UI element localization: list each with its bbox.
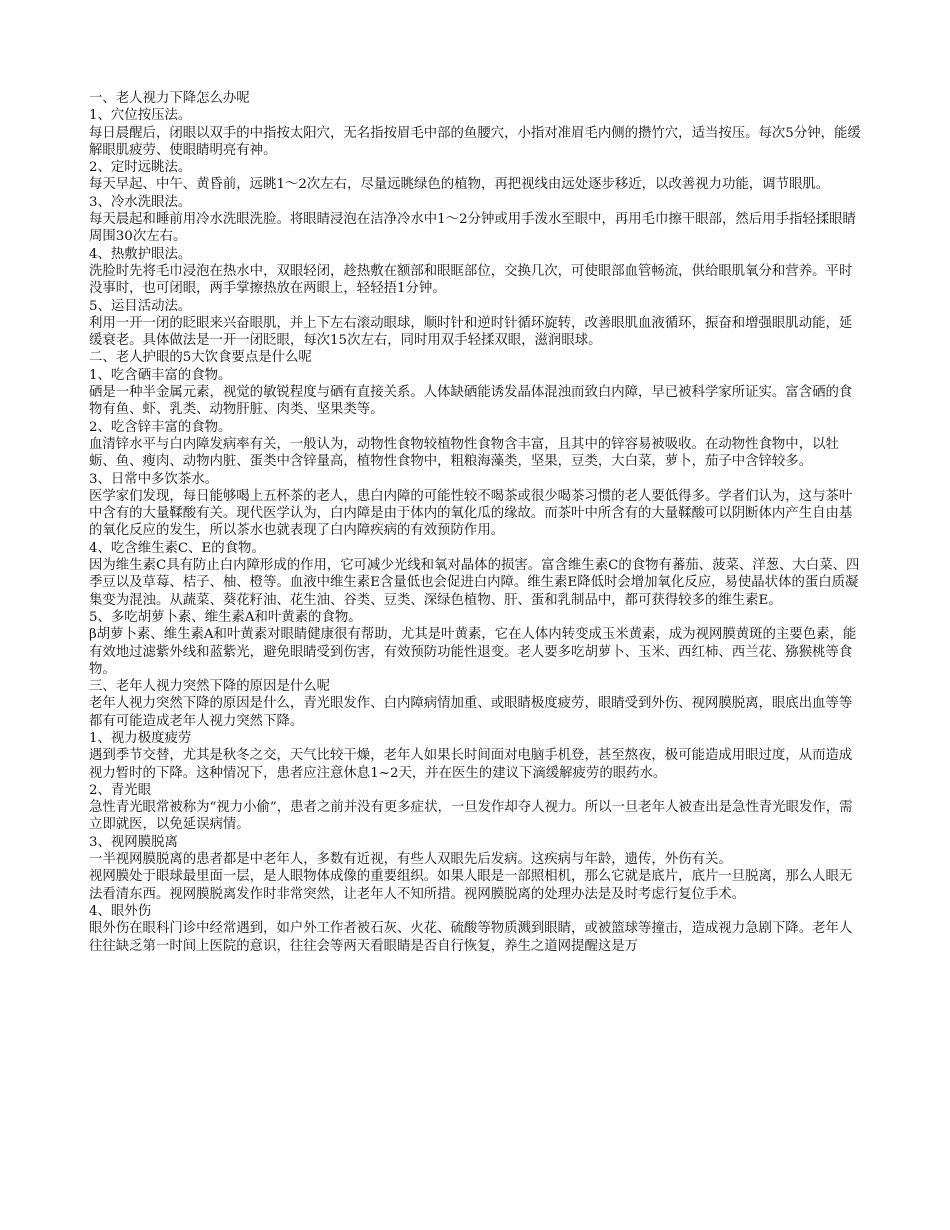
paragraph: 老年人视力突然下降的原因是什么，青光眼发作、白内障病情加重、或眼睛极度疲劳，眼睛受到外伤、视网膜脱离，眼底出血等等都有可能造成老年人视力突然下降。: [89, 696, 853, 729]
subheading: 2、吃含锌丰富的食物。: [89, 419, 232, 435]
section-heading-3: 三、老年人视力突然下降的原因是什么呢: [89, 679, 331, 695]
subheading: 2、定时远眺法。: [89, 160, 192, 176]
subheading: 5、多吃胡萝卜素、维生素A和叶黄素的食物。: [89, 609, 362, 625]
paragraph: 视网膜处于眼球最里面一层，是人眼物体成像的重要组织。如果人眼是一部照相机，那么它就是底片，底片一旦脱离，那么人眼无法看清东西。视网膜脱离发作时非常突然，让老年人不知所措。视网膜脱离的处理办法是及时考虑行复位手术。: [89, 869, 853, 902]
subheading: 3、日常中多饮茶水。: [89, 471, 219, 487]
paragraph: β胡萝卜素、维生素A和叶黄素对眼睛健康很有帮助，尤其是叶黄素，它在人体内转变成玉米黄素，成为视网膜黄斑的主要色素，能有效地过滤紫外线和蓝紫光，避免眼睛受到伤害，有效预防功能性退变。老人要多吃胡萝卜、玉米、西红柿、西兰花、猕猴桃等食物。: [89, 627, 857, 677]
paragraph: 急性青光眼常被称为“视力小偷”，患者之前并没有更多症状，一旦发作却夺人视力。所以一旦老年人被查出是急性青光眼发作，需立即就医，以免延误病情。: [89, 800, 853, 833]
subheading: 2、青光眼: [89, 782, 152, 798]
subheading: 4、眼外伤: [89, 903, 152, 919]
paragraph: 眼外伤在眼科门诊中经常遇到，如户外工作者被石灰、火花、硫酸等物质溅到眼睛，或被篮球等撞击，造成视力急剧下降。老年人往往缺乏第一时间上医院的意识，往往会等两天看眼睛是否自行恢复，养生之道网提醒这是万: [89, 921, 853, 954]
paragraph: 每日晨醒后，闭眼以双手的中指按太阳穴，无名指按眉毛中部的鱼腰穴，小指对准眉毛内侧的攒竹穴，适当按压。每次5分钟，能缓解眼肌疲劳、使眼睛明亮有神。: [89, 125, 861, 158]
paragraph: 洗脸时先将毛巾浸泡在热水中，双眼轻闭，趁热敷在额部和眼眶部位，交换几次，可使眼部血管畅流，供给眼肌氧分和营养。平时没事时，也可闭眼，两手掌擦热放在两眼上，轻轻捂1分钟。: [89, 263, 853, 297]
paragraph: 利用一开一闭的眨眼来兴奋眼肌，并上下左右滚动眼球，顺时针和逆时针循环旋转，改善眼肌血液循环，振奋和增强眼肌动能，延缓衰老。具体做法是一开一闭眨眼，每次15次左右，同时用双手轻揉双眼，滋润眼球。: [89, 315, 853, 349]
paragraph: 每天晨起和睡前用冷水洗眼洗脸。将眼睛浸泡在洁净冷水中1～2分钟或用手泼水至眼中，再用毛巾擦干眼部，然后用手指轻揉眼睛周围30次左右。: [89, 212, 856, 245]
subheading: 3、视网膜脱离: [89, 834, 178, 850]
paragraph: 一半视网膜脱离的患者都是中老年人，多数有近视，有些人双眼先后发病。这疾病与年龄，遗传，外伤有关。: [89, 852, 732, 868]
subheading: 3、冷水洗眼法。: [89, 194, 192, 210]
subheading: 4、热敷护眼法。: [89, 246, 192, 262]
paragraph: 每天早起、中午、黄昏前，远眺1～2次左右，尽量远眺绿色的植物，再把视线由远处逐步移近，以改善视力功能，调节眼肌。: [89, 177, 830, 193]
subheading: 1、穴位按压法。: [89, 108, 192, 124]
paragraph: 医学家们发现，每日能够喝上五杯茶的老人，患白内障的可能性较不喝茶或很少喝茶习惯的老人要低得多。学者们认为，这与茶叶中含有的大量鞣酸有关。现代医学认为，白内障是由于体内的氧化瓜的缘故。而茶叶中所含有的大量鞣酸可以阴断体内产生自由基的氧化反应的发生，所以茶水也就表现了白内障疾病的有效预防作用。: [89, 488, 853, 539]
paragraph: 硒是一种半金属元素，视觉的敏锐程度与硒有直接关系。人体缺硒能诱发晶体混浊而致白内障，早已被科学家所证实。富含硒的食物有鱼、虾、乳类、动物肝脏、肉类、坚果类等。: [89, 385, 853, 418]
paragraph: 因为维生素C具有防止白内障形成的作用，它可减少光线和氧对晶体的损害。富含维生素C的食物有蕃茄、菠菜、洋葱、大白菜、四季豆以及草莓、桔子、柚、橙等。血液中维生素E含量低也会促进白内障。维生素E降低时会增加氧化反应，易使晶状体的蛋白质凝集变为混浊。从蔬菜、葵花籽油、花生油、谷类、豆类、深绿色植物、肝、蛋和乳制品中，都可获得较多的维生素E。: [89, 558, 860, 608]
section-heading-2: 二、老人护眼的5大饮食要点是什么呢: [89, 350, 312, 366]
subheading: 4、吃含维生素C、E的食物。: [89, 540, 265, 556]
document-body: [89, 90, 861, 955]
paragraph: 血清锌水平与白内障发病率有关，一般认为，动物性食物较植物性食物含丰富，且其中的锌容易被吸收。在动物性食物中，以牡蛎、鱼、瘦肉、动物内脏、蛋类中含锌量高，植物性食物中，粗粮海藻类，坚果，豆类，大白菜，萝卜，茄子中含锌较多。: [89, 436, 839, 470]
section-heading-1: 一、老人视力下降怎么办呢: [89, 91, 250, 106]
subheading: 1、视力极度疲劳: [89, 730, 192, 746]
paragraph: 遇到季节交替，尤其是秋冬之交，天气比较干燥，老年人如果长时间面对电脑手机登，甚至熬夜，极可能造成用眼过度，从而造成视力暂时的下降。这种情况下，患者应注意休息1~2天，并在医生的建议下滴缓解疲劳的眼药水。: [89, 748, 853, 781]
subheading: 5、运目活动法。: [89, 298, 192, 314]
subheading: 1、吃含硒丰富的食物。: [89, 367, 232, 383]
